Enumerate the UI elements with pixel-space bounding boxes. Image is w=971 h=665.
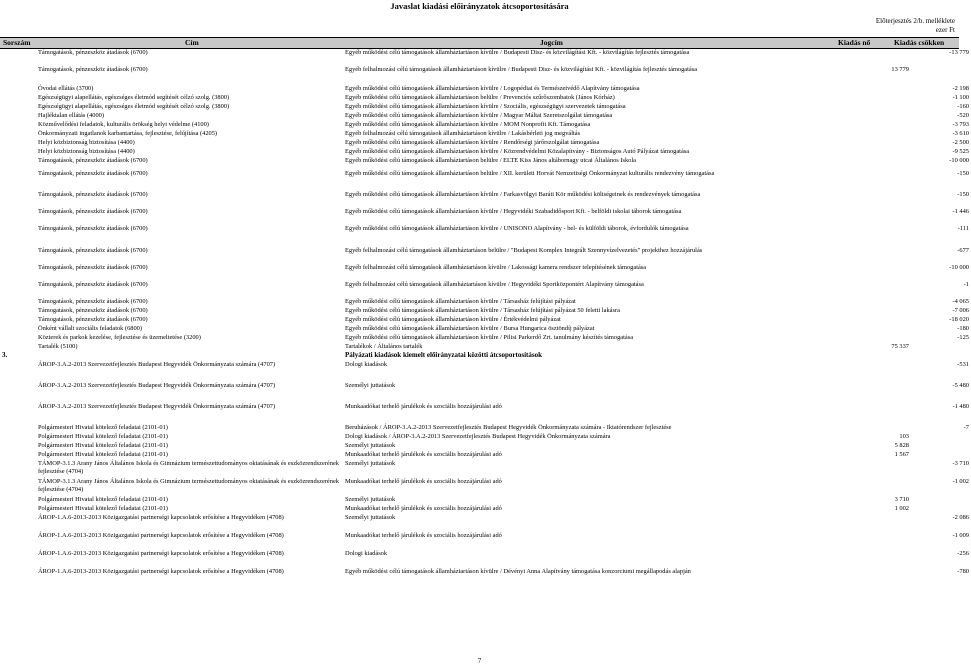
cell-cim: Óvodai ellátás (3700)	[38, 85, 94, 92]
table-row	[0, 442, 971, 451]
cell-sorszam	[0, 325, 36, 334]
cell-kiadas-csokken: -1 100	[952, 94, 969, 101]
cell-kiadas-no: 75 337	[891, 343, 909, 350]
cell-sorszam	[0, 85, 36, 94]
cell-cim: Polgármesteri Hivatal kötelező feladatai (2101-01)	[38, 505, 168, 512]
cell-jogcim: Személyi juttatások	[345, 442, 396, 449]
cell-cim: Támogatások, pénzeszköz átadások (6700)	[38, 157, 148, 164]
cell-jogcim: Egyéb felhalmozási célú támogatások államháztartáson kívülre / Hegyvidéki Sportközpontért Alapítvány támogatása	[345, 281, 644, 288]
cell-kiadas-csokken: -150	[957, 191, 969, 198]
cell-kiadas-no	[787, 121, 911, 130]
cell-jogcim: Személyi juttatások	[345, 514, 396, 521]
table-row	[0, 451, 971, 460]
cell-cim: Hajléktalan ellátás (4000)	[38, 112, 105, 119]
cell-cim: Támogatások, pénzeszköz átadások (6700)	[38, 208, 148, 215]
cell-jogcim: Dologi kiadások	[345, 550, 388, 557]
cell-cim: ÁROP-3.A.2-2013 Szervezetfejlesztés Budapest Hegyvidék Önkormányzata számára (4707)	[38, 382, 276, 389]
header-kiadas-csokken: Kiadás csökken	[894, 38, 945, 47]
cell-kiadas-csokken: -1 480	[952, 403, 969, 410]
cell-kiadas-csokken: -1 002	[952, 478, 969, 485]
cell-sorszam	[0, 334, 36, 343]
currency-unit: ezer Ft	[935, 26, 955, 34]
data-table	[0, 49, 971, 586]
cell-sorszam	[0, 451, 36, 460]
cell-cim: Támogatások, pénzeszköz átadások (6700)	[38, 49, 148, 56]
table-row	[0, 550, 971, 568]
cell-kiadas-csokken: -256	[957, 550, 969, 557]
cell-kiadas-no	[787, 264, 911, 281]
annex-label: Előterjesztés 2/b. melléklete	[875, 17, 955, 25]
cell-cim: Támogatások, pénzeszköz átadások (6700)	[38, 264, 148, 271]
cell-jogcim: Egyéb működési célú támogatások államháztartáson kívülre / MOM Nonprofit Kft. Támogatása	[345, 121, 591, 128]
cell-jogcim: Egyéb működési célú támogatások államháztartáson kívülre / Társasház felújítási pályázat 50 feletti lakásra	[345, 307, 620, 314]
cell-kiadas-csokken: -677	[957, 247, 969, 254]
cell-jogcim: Személyi juttatások	[345, 496, 396, 503]
annex-note	[876, 17, 955, 35]
cell-sorszam	[0, 382, 36, 403]
table-row	[0, 514, 971, 532]
cell-sorszam	[0, 112, 36, 121]
cell-kiadas-csokken: -7 006	[952, 307, 969, 314]
table-row	[0, 85, 971, 94]
cell-jogcim: Munkaadókat terhelő járulékok és szociális hozzájárulási adó	[345, 451, 502, 458]
cell-kiadas-csokken: -531	[957, 361, 969, 368]
cell-sorszam	[0, 49, 36, 66]
cell-kiadas-no	[787, 298, 911, 307]
cell-kiadas-no: 103	[899, 433, 909, 440]
cell-jogcim: Munkaadókat terhelő járulékok és szociális hozzájárulási adó	[345, 532, 502, 539]
table-row	[0, 316, 971, 325]
cell-sorszam	[0, 264, 36, 281]
table-row	[0, 532, 971, 550]
table-row	[0, 157, 971, 170]
cell-kiadas-no: 1 002	[894, 505, 909, 512]
cell-jogcim: Egyéb működési célú támogatások államháztartáson belülre / ELTE Kiss János altábornagy utcai Általános Iskola	[345, 157, 636, 164]
cell-cim: Polgármesteri Hivatal kötelező feladatai (2101-01)	[38, 496, 168, 503]
cell-kiadas-no	[787, 170, 911, 191]
cell-jogcim: Egyéb felhalmozási célú támogatások államháztartáson belülre / "Budapest Komplex Integrált Szennyvízelvezetés" projekthez hozzájárulás	[345, 247, 703, 254]
cell-kiadas-csokken: -780	[957, 568, 969, 575]
cell-jogcim: Személyi juttatások	[345, 382, 396, 389]
cell-cim: ÁROP-3.A.2-2013 Szervezetfejlesztés Budapest Hegyvidék Önkormányzata számára (4707)	[38, 361, 276, 368]
cell-sorszam	[0, 103, 36, 112]
cell-jogcim: Egyéb felhalmozási célú támogatások államháztartáson kívülre / Lakossági kamera rendszer telepítésének támogatása	[345, 264, 647, 271]
cell-sorszam	[0, 148, 36, 157]
cell-kiadas-csokken	[911, 505, 971, 514]
table-header	[0, 37, 959, 49]
cell-cim: Támogatások, pénzeszköz átadások (6700)	[38, 316, 148, 323]
table-row	[0, 298, 971, 307]
table-row	[0, 424, 971, 433]
table-row	[0, 361, 971, 382]
cell-sorszam	[0, 307, 36, 316]
page-number: 7	[477, 657, 482, 665]
cell-sorszam	[0, 433, 36, 442]
cell-kiadas-no	[787, 139, 911, 148]
cell-kiadas-no	[787, 307, 911, 316]
cell-cim: ÁROP-3.A.2-2013 Szervezetfejlesztés Budapest Hegyvidék Önkormányzata számára (4707)	[38, 403, 276, 410]
cell-kiadas-csokken	[911, 442, 971, 451]
cell-kiadas-csokken: -111	[957, 225, 969, 232]
cell-kiadas-no: 5 828	[894, 442, 909, 449]
cell-sorszam	[0, 505, 36, 514]
cell-kiadas-csokken: -3 793	[952, 121, 969, 128]
cell-jogcim: Pályázati kiadások kiemelt előirányzatai közötti átcsoportosítások	[345, 351, 542, 359]
cell-kiadas-csokken: -13 779	[949, 49, 969, 56]
cell-cim: Helyi közbiztonság biztosítása (4400)	[38, 139, 135, 146]
cell-kiadas-no	[787, 130, 911, 139]
cell-sorszam	[0, 361, 36, 382]
table-row	[0, 505, 971, 514]
cell-jogcim: Munkaadókat terhelő járulékok és szociális hozzájárulási adó	[345, 403, 502, 410]
cell-jogcim: Egyéb működési célú támogatások államháztartáson kívülre / Társasház felújítási pályázat	[345, 298, 576, 305]
cell-kiadas-no	[787, 112, 911, 121]
table-row	[0, 94, 971, 103]
cell-jogcim: Egyéb működési célú támogatások államháztartáson kívülre / Budapesti Disz- és közvilágítási Kft. - közvilágítás fejlesztés támogatása	[345, 49, 690, 56]
cell-jogcim: Egyéb működési célú támogatások államháztartáson kívülre / Közrendvédelmi Közalapítvány - Biztonságos Autó Pályázat támogatása	[345, 148, 690, 155]
cell-cim: Támogatások, pénzeszköz átadások (6700)	[38, 191, 148, 198]
table-row	[0, 170, 971, 191]
table-row	[0, 225, 971, 247]
cell-kiadas-csokken: -150	[957, 170, 969, 177]
cell-cim: Közművelődési feladatok, kulturális örökség helyi védelme (4100)	[38, 121, 209, 128]
cell-sorszam	[0, 550, 36, 568]
cell-sorszam	[0, 403, 36, 424]
cell-kiadas-no	[787, 361, 911, 382]
cell-kiadas-no	[787, 532, 911, 550]
cell-kiadas-csokken	[911, 343, 971, 352]
cell-kiadas-no	[787, 103, 911, 112]
cell-jogcim: Egyéb működési célú támogatások államháztartáson kívülre / Szociális, egészségügyi szervezetek támogatása	[345, 103, 626, 110]
header-sorszam: Sorszám	[3, 38, 31, 47]
cell-cim: Önkormányzati ingatlanok karbantartása, fejlesztése, felújítása (4205)	[38, 130, 218, 137]
page-title: Javaslat kiadási előirányzatok átcsoportosítására	[390, 1, 569, 11]
cell-cim: Egészségügyi alapellátás, egészséges életmód segítését célzó szolg. (3800)	[38, 94, 230, 101]
cell-sorszam	[0, 568, 36, 586]
cell-jogcim: Egyéb működési célú támogatások államháztartáson belülre / XII. kerületi Horvát Nemzetiségi Önkormányzat kulturális rendezvény támogatása	[345, 170, 715, 177]
cell-kiadas-no: 1 567	[894, 451, 909, 458]
table-row	[0, 49, 971, 66]
cell-kiadas-csokken	[911, 352, 971, 361]
cell-jogcim: Egyéb működési célú támogatások államháztartáson kívülre / Rendőrségi járőrszolgálat támogatása	[345, 139, 600, 146]
cell-sorszam	[0, 460, 36, 478]
cell-kiadas-no	[787, 334, 911, 343]
table-row	[0, 496, 971, 505]
cell-jogcim: Tartalékok / Általános tartalék	[345, 343, 423, 350]
cell-kiadas-no	[787, 478, 911, 496]
table-row	[0, 264, 971, 281]
cell-kiadas-csokken: -1 446	[952, 208, 969, 215]
cell-jogcim: Személyi juttatások	[345, 460, 396, 467]
cell-cim: ÁROP-1.A.6-2013-2013 Közigazgatási partnerségi kapcsolatok erősítése a Hegyvidéken (4708)	[38, 568, 284, 575]
cell-sorszam	[0, 442, 36, 451]
cell-sorszam	[0, 157, 36, 170]
cell-kiadas-no	[787, 281, 911, 298]
table-row	[0, 66, 971, 85]
cell-jogcim: Egyéb működési célú támogatások államháztartáson kívülre / UNISONO Alapítvány - bel- és külföldi táborok, évfordulók támogatása	[345, 225, 689, 232]
table-row	[0, 112, 971, 121]
cell-cim	[36, 352, 343, 361]
cell-cim: Egészségügyi alapellátás, egészséges életmód segítését célzó szolg. (3800)	[38, 103, 230, 110]
cell-kiadas-csokken: -3 610	[952, 130, 969, 137]
cell-cim: TÁMOP-3.1.3 Arany János Általános Iskola és Gimnázium természettudományos oktatásának és eszközrendszerének fejlesztése (4704)	[38, 478, 339, 493]
table-row	[0, 208, 971, 225]
cell-sorszam	[0, 94, 36, 103]
cell-sorszam	[0, 225, 36, 247]
cell-cim: Polgármesteri Hivatal kötelező feladatai (2101-01)	[38, 433, 168, 440]
cell-sorszam	[0, 316, 36, 325]
cell-sorszam	[0, 496, 36, 505]
cell-sorszam	[0, 514, 36, 532]
table-row	[0, 139, 971, 148]
cell-sorszam	[0, 281, 36, 298]
table-row	[0, 191, 971, 208]
cell-jogcim: Egyéb működési célú támogatások államháztartáson kívülre / Logopédiai és Természetvédő Alapítvány támogatása	[345, 85, 640, 92]
cell-sorszam	[0, 424, 36, 433]
cell-cim: Polgármesteri Hivatal kötelező feladatai (2101-01)	[38, 442, 168, 449]
cell-kiadas-csokken	[911, 433, 971, 442]
table-row	[0, 281, 971, 298]
cell-kiadas-csokken: -10 000	[949, 157, 969, 164]
table-row	[0, 478, 971, 496]
cell-jogcim: Dologi kiadások / ÁROP-3.A.2-2013 Szervezetfejlesztés Budapest Hegyvidék Önkormányzata számára	[345, 433, 611, 440]
cell-kiadas-no	[787, 157, 911, 170]
cell-cim: Támogatások, pénzeszköz átadások (6700)	[38, 247, 148, 254]
cell-kiadas-no	[787, 325, 911, 334]
cell-sorszam	[0, 298, 36, 307]
cell-kiadas-no	[787, 148, 911, 157]
cell-cim: Tartalék (5100)	[38, 343, 78, 350]
table-row	[0, 403, 971, 424]
cell-kiadas-no	[787, 247, 911, 264]
cell-kiadas-csokken	[911, 496, 971, 505]
cell-kiadas-no	[787, 191, 911, 208]
cell-kiadas-csokken: -5 480	[952, 382, 969, 389]
cell-cim: Támogatások, pénzeszköz átadások (6700)	[38, 307, 148, 314]
table-row	[0, 433, 971, 442]
cell-sorszam	[0, 247, 36, 264]
cell-sorszam	[0, 130, 36, 139]
cell-sorszam	[0, 208, 36, 225]
cell-kiadas-csokken: -520	[957, 112, 969, 119]
cell-jogcim: Munkaadókat terhelő járulékok és szociális hozzájárulási adó	[345, 505, 502, 512]
cell-sorszam	[0, 170, 36, 191]
table-row	[0, 568, 971, 586]
cell-jogcim: Dologi kiadások	[345, 361, 388, 368]
table-row	[0, 325, 971, 334]
cell-cim: Önként vállalt szociális feladatok (6800)	[38, 325, 142, 332]
cell-jogcim: Egyéb működési célú támogatások államháztartáson kívülre / Dévényi Anna Alapítvány támogatása konzorciumi megállapodás alapján	[345, 568, 691, 575]
cell-kiadas-csokken: -160	[957, 103, 969, 110]
cell-kiadas-csokken: -7	[963, 424, 969, 431]
cell-cim: ÁROP-1.A.6-2013-2013 Közigazgatási partnerségi kapcsolatok erősítése a Hegyvidéken (4708)	[38, 532, 284, 539]
header-kiadas-no: Kiadás nő	[838, 38, 871, 47]
cell-cim: Közterek és parkok kezelése, fejlesztése és üzemeltetése (3200)	[38, 334, 201, 341]
cell-kiadas-no	[787, 424, 911, 433]
cell-jogcim: Egyéb működési célú támogatások államháztartáson belülre / Prevenciós szűrőszombatok (János Kórház)	[345, 94, 615, 101]
table-row	[0, 382, 971, 403]
cell-kiadas-csokken: -2 198	[952, 85, 969, 92]
cell-cim: TÁMOP-3.1.3 Arany János Általános Iskola és Gimnázium természettudományos oktatásának és eszközrendszerének fejlesztése (4704)	[38, 460, 339, 475]
cell-cim: Támogatások, pénzeszköz átadások (6700)	[38, 225, 148, 232]
table-row	[0, 103, 971, 112]
cell-kiadas-csokken	[911, 451, 971, 460]
cell-jogcim: Egyéb működési célú támogatások államháztartáson kívülre / Magyar Máltai Szeretszolgálat támogatása	[345, 112, 613, 119]
cell-kiadas-no	[787, 225, 911, 247]
table-row	[0, 247, 971, 264]
header-cim: Cím	[185, 38, 199, 47]
cell-jogcim: Egyéb felhalmozási célú támogatások államháztartáson kívülre / Lakásbérleti jog megváltás	[345, 130, 581, 137]
cell-kiadas-no	[787, 316, 911, 325]
cell-kiadas-csokken: -2 500	[952, 139, 969, 146]
cell-jogcim: Munkaadókat terhelő járulékok és szociális hozzájárulási adó	[345, 478, 502, 485]
cell-cim: Támogatások, pénzeszköz átadások (6700)	[38, 281, 148, 288]
cell-kiadas-no	[787, 403, 911, 424]
table-row	[0, 460, 971, 478]
cell-kiadas-csokken	[911, 66, 971, 85]
cell-kiadas-no: 13 779	[891, 66, 909, 73]
cell-cim: ÁROP-1.A.6-2013-2013 Közigazgatási partnerségi kapcsolatok erősítése a Hegyvidéken (4708)	[38, 550, 284, 557]
cell-sorszam	[0, 191, 36, 208]
cell-kiadas-csokken: -18 020	[949, 316, 969, 323]
cell-kiadas-csokken: -1 009	[952, 532, 969, 539]
cell-jogcim: Egyéb működési célú támogatások államháztartáson kívülre / Bursa Hungarica ösztöndíj pályázat	[345, 325, 595, 332]
cell-kiadas-no	[787, 94, 911, 103]
cell-cim: Helyi közbiztonság biztosítása (4400)	[38, 148, 135, 155]
cell-kiadas-no	[787, 208, 911, 225]
table-row	[0, 121, 971, 130]
cell-kiadas-no	[787, 514, 911, 532]
cell-kiadas-no	[787, 49, 911, 66]
cell-jogcim: Egyéb felhalmozási célú támogatások államháztartáson kívülre / Budapesti Disz- és közvilágítási Kft. - közvilágítás fejlesztés támogatása	[345, 66, 698, 73]
table-row	[0, 307, 971, 316]
cell-sorszam	[0, 532, 36, 550]
cell-sorszam	[0, 139, 36, 148]
cell-kiadas-no	[787, 85, 911, 94]
cell-sorszam	[0, 478, 36, 496]
section-row	[0, 352, 971, 361]
cell-cim: Támogatások, pénzeszköz átadások (6700)	[38, 66, 148, 73]
cell-kiadas-csokken: -2 086	[952, 514, 969, 521]
cell-cim: Polgármesteri Hivatal kötelező feladatai (2101-01)	[38, 451, 168, 458]
cell-jogcim: Egyéb működési célú támogatások államháztartáson kívülre / Hegyvidéki Szabadidősport Kft. - belföldi iskolai táborok támogatása	[345, 208, 682, 215]
header-jogcim: Jogcím	[540, 38, 563, 47]
table-row	[0, 148, 971, 157]
table-row	[0, 130, 971, 139]
cell-cim: ÁROP-1.A.6-2013-2013 Közigazgatási partnerségi kapcsolatok erősítése a Hegyvidéken (4708)	[38, 514, 284, 521]
cell-kiadas-no	[787, 550, 911, 568]
cell-cim: Támogatások, pénzeszköz átadások (6700)	[38, 298, 148, 305]
cell-sorszam	[0, 121, 36, 130]
cell-kiadas-no: 3 710	[894, 496, 909, 503]
cell-sorszam: 3.	[2, 351, 8, 359]
cell-kiadas-csokken: -4 065	[952, 298, 969, 305]
cell-kiadas-csokken: -3 710	[952, 460, 969, 467]
cell-kiadas-csokken: -1	[963, 281, 969, 288]
cell-cim: Polgármesteri Hivatal kötelező feladatai (2101-01)	[38, 424, 168, 431]
cell-cim: Támogatások, pénzeszköz átadások (6700)	[38, 170, 148, 177]
cell-kiadas-csokken: -125	[957, 334, 969, 341]
table-row	[0, 334, 971, 343]
cell-jogcim: Beruházások / ÁROP-3.A.2-2013 Szervezetfejlesztés Budapest Hegyvidék Önkormányzata számára - Iktatórendszer fejlesztése	[345, 424, 672, 431]
cell-jogcim: Egyéb működési célú támogatások államháztartáson kívülre / Értékvédelmi pályázat	[345, 316, 561, 323]
cell-kiadas-csokken: -9 525	[952, 148, 969, 155]
cell-kiadas-no	[787, 382, 911, 403]
cell-kiadas-no	[787, 352, 911, 361]
cell-kiadas-csokken: -10 000	[949, 264, 969, 271]
cell-kiadas-csokken: -180	[957, 325, 969, 332]
cell-kiadas-no	[787, 568, 911, 586]
cell-sorszam	[0, 66, 36, 85]
cell-jogcim: Egyéb működési célú támogatások államháztartáson kívülre / Farkasvölgyi Baráti Kör működési költségeinek és rendezvények támogatása	[345, 191, 701, 198]
cell-jogcim: Egyéb működési célú támogatások államháztartáson kívülre / Pilisi Parkerdő Zrt. tanulmány készítés támogatása	[345, 334, 634, 341]
cell-kiadas-no	[787, 460, 911, 478]
